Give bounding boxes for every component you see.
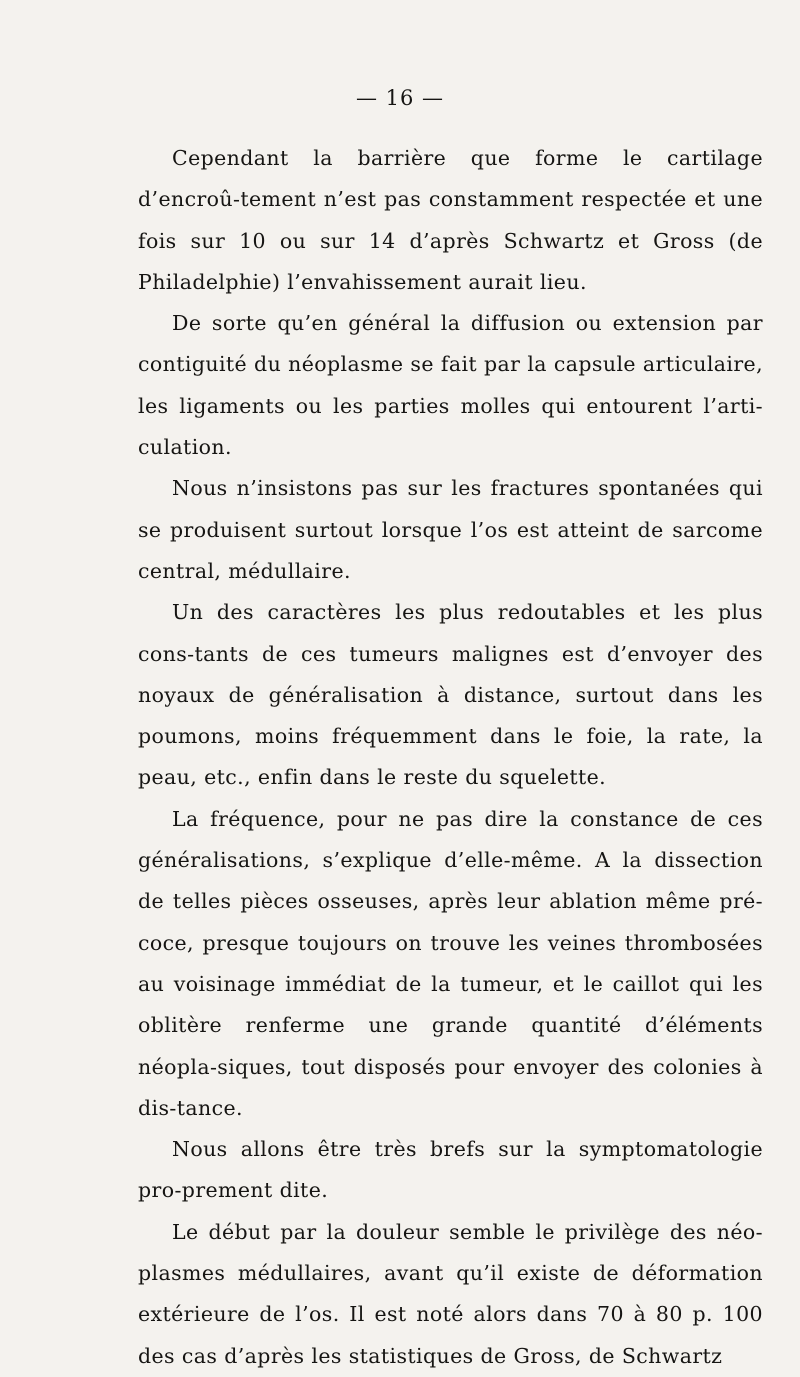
paragraph: Nous allons être très brefs sur la symptomatologie pro-prement dite. bbox=[138, 1137, 763, 1203]
page-number: — 16 — bbox=[355, 86, 445, 110]
paragraph: Nous n’insistons pas sur les fractures spontanées qui se produisent surtout lorsque l’os est atteint de sarcome central, médullaire. bbox=[138, 476, 763, 583]
paragraph: Le début par la douleur semble le privilège des néo-plasmes médullaires, avant qu’il existe de déformation extérieure de l’os. Il est noté alors dans 70 à 80 p. 100 des cas d’après les statistiques de Gross, de Schwartz bbox=[138, 1219, 763, 1368]
paragraph: De sorte qu’en général la diffusion ou extension par contiguité du néoplasme se fait par la capsule articulaire, les ligaments ou les parties molles qui entourent l’arti-culation. bbox=[138, 311, 763, 460]
paragraph: Un des caractères les plus redoutables et les plus cons-tants de ces tumeurs malignes est d’envoyer des noyaux de généralisation à distance, surtout dans les poumons, moins fréquemment dans le foie, la rate, la peau, etc., enfin dans le reste du squelette. bbox=[138, 600, 763, 790]
paragraph: La fréquence, pour ne pas dire la constance de ces généralisations, s’explique d’elle-même. A la dissection de telles pièces osseuses, après leur ablation même pré-coce, presque toujours on trouve les veines thrombosées au voisinage immédiat de la tumeur, et le caillot qui les oblitère renferme une grande quantité d’éléments néopla-siques, tout disposés pour envoyer des colonies à dis-tance. bbox=[138, 806, 763, 1120]
body-text bbox=[138, 138, 763, 1377]
paragraph: Cependant la barrière que forme le cartilage d’encroû-tement n’est pas constamment respectée et une fois sur 10 ou sur 14 d’après Schwartz et Gross (de Philadelphie) l’envahissement aurait lieu. bbox=[138, 146, 763, 294]
